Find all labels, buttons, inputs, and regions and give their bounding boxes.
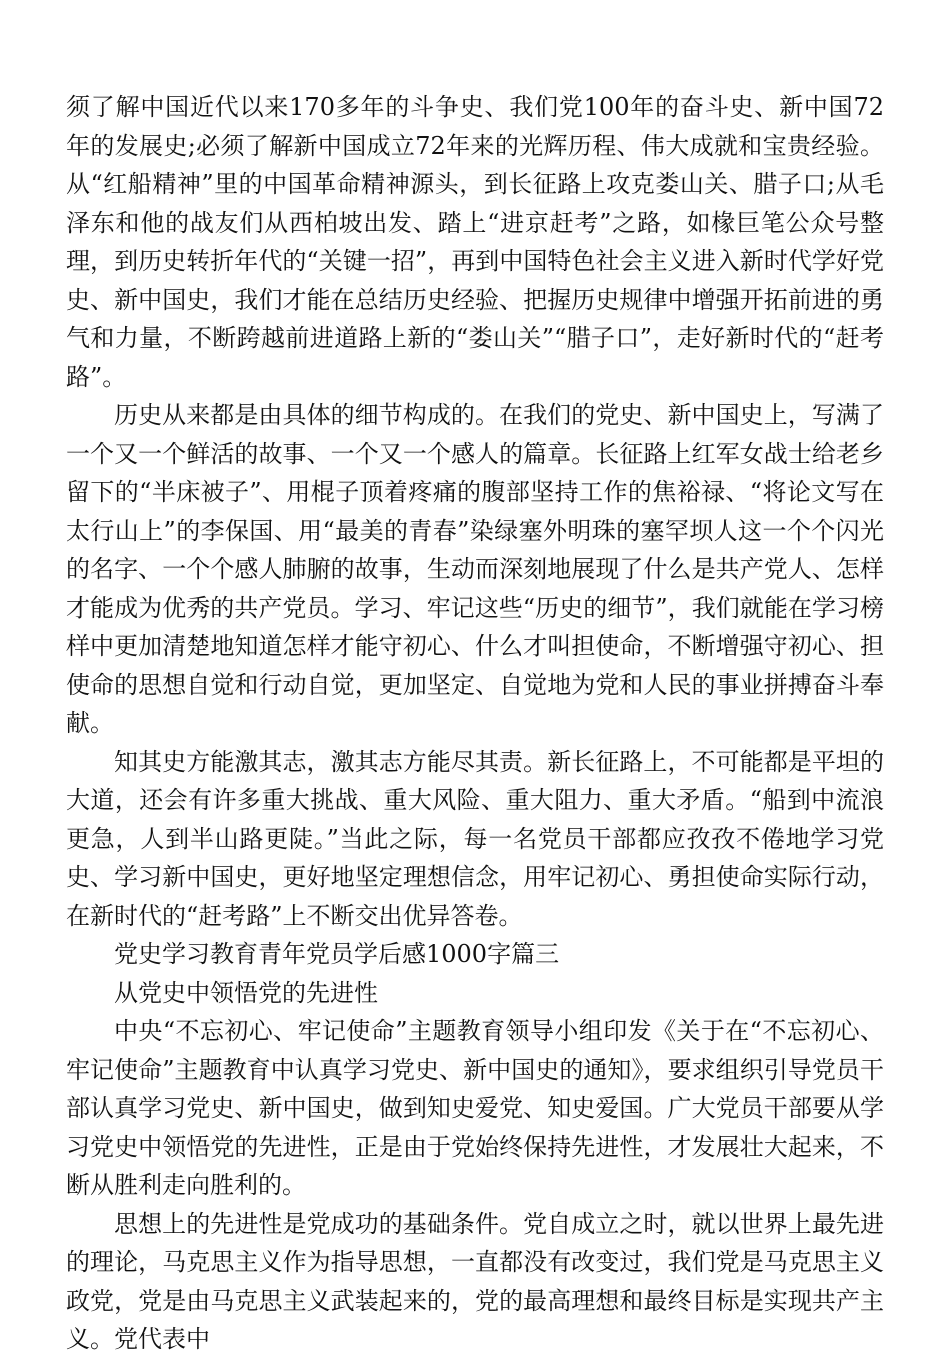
paragraph-5: 思想上的先进性是党成功的基础条件。党自成立之时，就以世界上最先进的理论，马克思主义作为指导思想，一直都没有改变过，我们党是马克思主义政党，党是由马克思主义武装起来的，党的最高理想和最终目标是实现共产主义。党代表中 [66,1209,884,1353]
section-title: 党史学习教育青年党员学后感1000字篇三 [114,940,560,968]
section-subtitle: 从党史中领悟党的先进性 [114,978,378,1007]
paragraph-3: 知其史方能激其志，激其志方能尽其责。新长征路上，不可能都是平坦的大道，还会有许多重大挑战、重大风险、重大阻力、重大矛盾。“船到中流浪更急，人到半山路更陡。”当此之际，每一名党员干部都应孜孜不倦地学习党史、学习新中国史，更好地坚定理想信念，用牢记初心、勇担使命实际行动，在新时代的“赶考路”上不断交出优异答卷。 [66,747,884,930]
paragraph-4: 中央“不忘初心、牢记使命”主题教育领导小组印发《关于在“不忘初心、牢记使命”主题教育中认真学习党史、新中国史的通知》，要求组织引导党员干部认真学习党史、新中国史，做到知史爱党、知史爱国。广大党员干部要从学习党史中领悟党的先进性，正是由于党始终保持先进性，才发展壮大起来，不断从胜利走向胜利的。 [66,1017,884,1199]
paragraph-2: 历史从来都是由具体的细节构成的。在我们的党史、新中国史上，写满了一个又一个鲜活的故事、一个又一个感人的篇章。长征路上红军女战士给老乡留下的“半床被子”、用棍子顶着疼痛的腹部坚持工作的焦裕禄、“将论文写在太行山上”的李保国、用“最美的青春”染绿塞外明珠的塞罕坝人这一个个闪光的名字、一个个感人肺腑的故事，生动而深刻地展现了什么是共产党人、怎样才能成为优秀的共产党员。学习、牢记这些“历史的细节”，我们就能在学习榜样中更加清楚地知道怎样才能守初心、什么才叫担使命，不断增强守初心、担使命的思想自觉和行动自觉，更加坚定、自觉地为党和人民的事业拼搏奋斗奉献。 [66,401,884,737]
paragraph-1: 须了解中国近代以来170多年的斗争史、我们党100年的奋斗史、新中国72年的发展史;必须了解新中国成立72年来的光辉历程、伟大成就和宝贵经验。从“红船精神”里的中国革命精神源头，到长征路上攻克娄山关、腊子口;从毛泽东和他的战友们从西柏坡出发、踏上“进京赶考”之路，如椽巨笔公众号整理，到历史转折年代的“关键一招”，再到中国特色社会主义进入新时代学好党史、新中国史，我们才能在总结历史经验、把握历史规律中增强开拓前进的勇气和力量，不断跨越前进道路上新的“娄山关”“腊子口”，走好新时代的“赶考路”。 [66,93,884,391]
